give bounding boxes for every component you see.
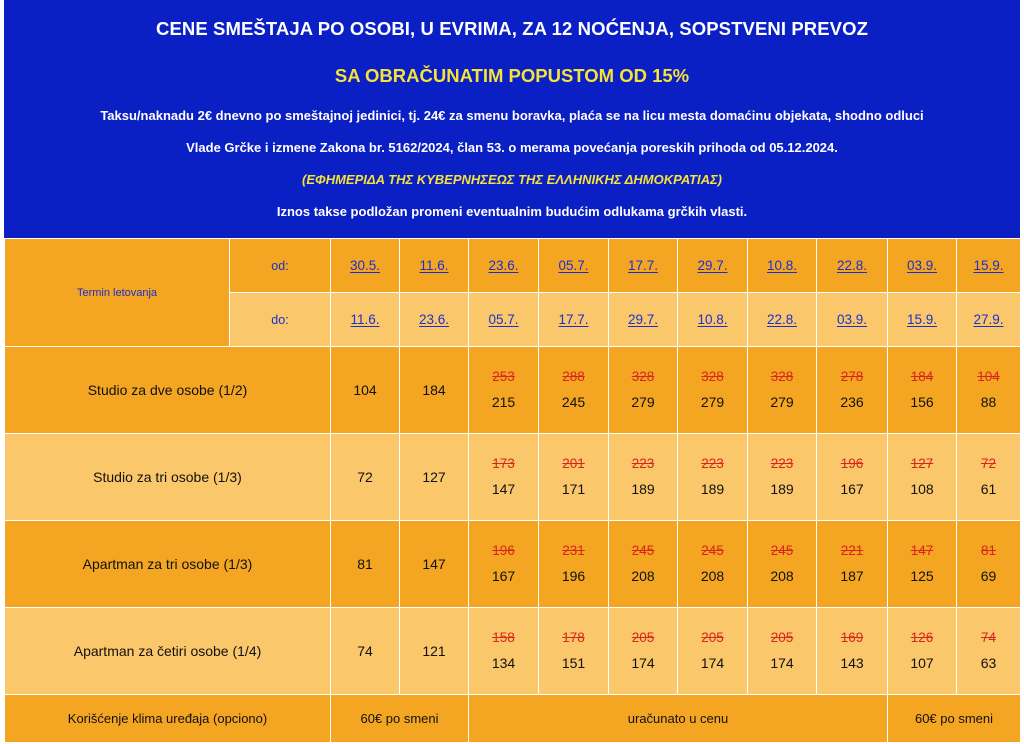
price-cell [748,521,817,608]
price-cell [888,608,957,695]
price-cell [748,347,817,434]
price-cell [331,521,400,608]
price-cell [539,521,609,608]
price-cell [957,347,1021,434]
old-price: 184 [910,369,934,384]
price-cell [678,608,748,695]
price-value: 121 [422,643,446,659]
old-price: 74 [980,630,997,645]
discounted-price: 107 [910,655,934,671]
od-date: 29.7. [678,239,748,293]
do-date: 05.7. [469,293,539,347]
price-cell [957,521,1021,608]
table-row [5,608,1021,695]
old-price: 278 [840,369,864,384]
price-cell [609,347,678,434]
price-cell [817,347,888,434]
discounted-price: 189 [770,481,794,497]
price-cell [957,608,1021,695]
table-row [5,347,1021,434]
od-date: 03.9. [888,239,957,293]
od-label: od: [230,239,331,293]
room-type: Apartman za tri osobe (1/3) [5,521,331,608]
discounted-price: 279 [770,394,794,410]
do-date: 27.9. [957,293,1021,347]
price-cell [469,347,539,434]
old-price: 196 [492,543,515,558]
price-value: 147 [422,556,446,572]
price-cell [678,347,748,434]
od-date: 15.9. [957,239,1021,293]
od-date: 10.8. [748,239,817,293]
price-value: 127 [422,469,446,485]
do-date: 03.9. [817,293,888,347]
discounted-price: 147 [491,481,516,497]
discounted-price: 167 [840,481,864,497]
ac-row [5,695,1021,743]
discounted-price: 156 [910,394,934,410]
od-date: 23.6. [469,239,539,293]
discounted-price: 125 [910,568,934,584]
price-value: 74 [357,643,373,659]
do-date: 11.6. [331,293,400,347]
price-cell [748,434,817,521]
do-date: 10.8. [678,293,748,347]
discounted-price: 208 [700,568,725,584]
termin-label: Termin letovanja [5,239,230,347]
discounted-price: 151 [561,655,586,671]
page-subtitle: SA OBRAČUNATIM POPUSTOM OD 15% [334,65,690,86]
od-date: 30.5. [331,239,400,293]
price-cell [469,521,539,608]
od-date: 17.7. [609,239,678,293]
price-cell [609,521,678,608]
price-cell [400,347,469,434]
price-table [4,238,1021,743]
old-price: 223 [701,456,724,471]
old-price: 288 [562,369,585,384]
discounted-price: 174 [631,655,655,671]
tax-note-line-4: Iznos takse podložan promeni eventualnim budućim odlukama grčkih vlasti. [276,204,748,219]
price-cell [888,434,957,521]
old-price: 173 [492,456,515,471]
discounted-price: 171 [561,481,586,497]
ac-price-late: 60€ po smeni [888,695,1021,743]
discounted-price: 189 [700,481,725,497]
old-price: 178 [562,630,585,645]
price-cell [609,608,678,695]
price-cell [539,434,609,521]
room-type: Studio za tri osobe (1/3) [5,434,331,521]
discounted-price: 174 [700,655,725,671]
old-price: 245 [770,543,794,558]
od-date: 05.7. [539,239,609,293]
price-cell [469,608,539,695]
old-price: 245 [631,543,655,558]
room-type: Studio za dve osobe (1/2) [5,347,331,434]
table-row [5,434,1021,521]
price-cell [400,521,469,608]
price-cell [748,608,817,695]
old-price: 81 [980,543,997,558]
table-row [5,521,1021,608]
discounted-price: 69 [980,568,997,584]
old-price: 223 [770,456,794,471]
price-cell [957,434,1021,521]
price-cell [678,521,748,608]
old-price: 147 [910,543,934,558]
price-cell [539,347,609,434]
price-cell [469,434,539,521]
do-date: 29.7. [609,293,678,347]
price-cell [888,347,957,434]
discounted-price: 108 [910,481,934,497]
tax-note-line-2: Vlade Grčke i izmene Zakona br. 5162/2024, član 53. o merama povećanja poreskih prihoda od 05.12.2024. [186,140,838,155]
discounted-price: 208 [770,568,794,584]
discounted-price: 208 [631,568,655,584]
price-value: 72 [357,469,373,485]
price-cell [888,521,957,608]
do-label: do: [230,293,331,347]
header-banner [4,0,1020,238]
price-cell [539,608,609,695]
price-cell [609,434,678,521]
price-value: 81 [357,556,373,572]
ac-included: uračunato u cenu [469,695,888,743]
old-price: 205 [701,630,724,645]
old-price: 328 [770,369,794,384]
discounted-price: 63 [980,655,997,671]
discounted-price: 245 [561,394,586,410]
old-price: 126 [910,630,934,645]
old-price: 205 [631,630,655,645]
old-price: 158 [492,630,515,645]
do-date: 22.8. [748,293,817,347]
old-price: 196 [840,456,864,471]
price-cell [331,608,400,695]
discounted-price: 167 [491,568,516,584]
old-price: 205 [770,630,794,645]
discounted-price: 279 [631,394,655,410]
discounted-price: 88 [980,394,997,410]
discounted-price: 279 [700,394,725,410]
od-date: 22.8. [817,239,888,293]
discounted-price: 174 [770,655,794,671]
price-cell [400,434,469,521]
discounted-price: 143 [840,655,864,671]
price-cell [817,608,888,695]
discounted-price: 196 [561,568,586,584]
price-cell [817,521,888,608]
od-row [5,239,1021,293]
discounted-price: 134 [491,655,516,671]
old-price: 201 [562,456,585,471]
price-cell [817,434,888,521]
do-date: 23.6. [400,293,469,347]
price-cell [678,434,748,521]
page-title: CENE SMEŠTAJA PO OSOBI, U EVRIMA, ZA 12 NOĆENJA, SOPSTVENI PREVOZ [155,18,869,39]
price-cell [331,347,400,434]
old-price: 104 [977,369,1000,384]
old-price: 127 [910,456,934,471]
old-price: 231 [562,543,585,558]
discounted-price: 215 [491,394,516,410]
od-date: 11.6. [400,239,469,293]
old-price: 169 [840,630,864,645]
old-price: 328 [631,369,655,384]
discounted-price: 236 [840,394,864,410]
old-price: 72 [980,456,997,471]
room-type: Apartman za četiri osobe (1/4) [5,608,331,695]
discounted-price: 189 [631,481,655,497]
price-cell [400,608,469,695]
tax-note-line-1: Taksu/naknadu 2€ dnevno po smeštajnoj jedinici, tj. 24€ za smenu boravka, plaća se na licu mesta domaćinu objekata, shodno odluci [100,108,924,123]
ac-label: Korišćenje klima uređaja (opciono) [5,695,331,743]
do-date: 17.7. [539,293,609,347]
old-price: 253 [492,369,515,384]
ac-price-early: 60€ po smeni [331,695,469,743]
old-price: 328 [701,369,724,384]
gazette-note: (ΕΦΗΜΕΡΙΔΑ ΤΗΣ ΚΥΒΕΡΝΗΣΕΩΣ ΤΗΣ ΕΛΛΗΝΙΚΗΣ ΔΗΜΟΚΡΑΤΙΑΣ) [302,172,722,187]
old-price: 245 [701,543,724,558]
price-value: 104 [353,382,377,398]
price-value: 184 [422,382,446,398]
do-date: 15.9. [888,293,957,347]
discounted-price: 61 [980,481,997,497]
old-price: 221 [840,543,864,558]
price-cell [331,434,400,521]
old-price: 223 [631,456,655,471]
discounted-price: 187 [840,568,864,584]
